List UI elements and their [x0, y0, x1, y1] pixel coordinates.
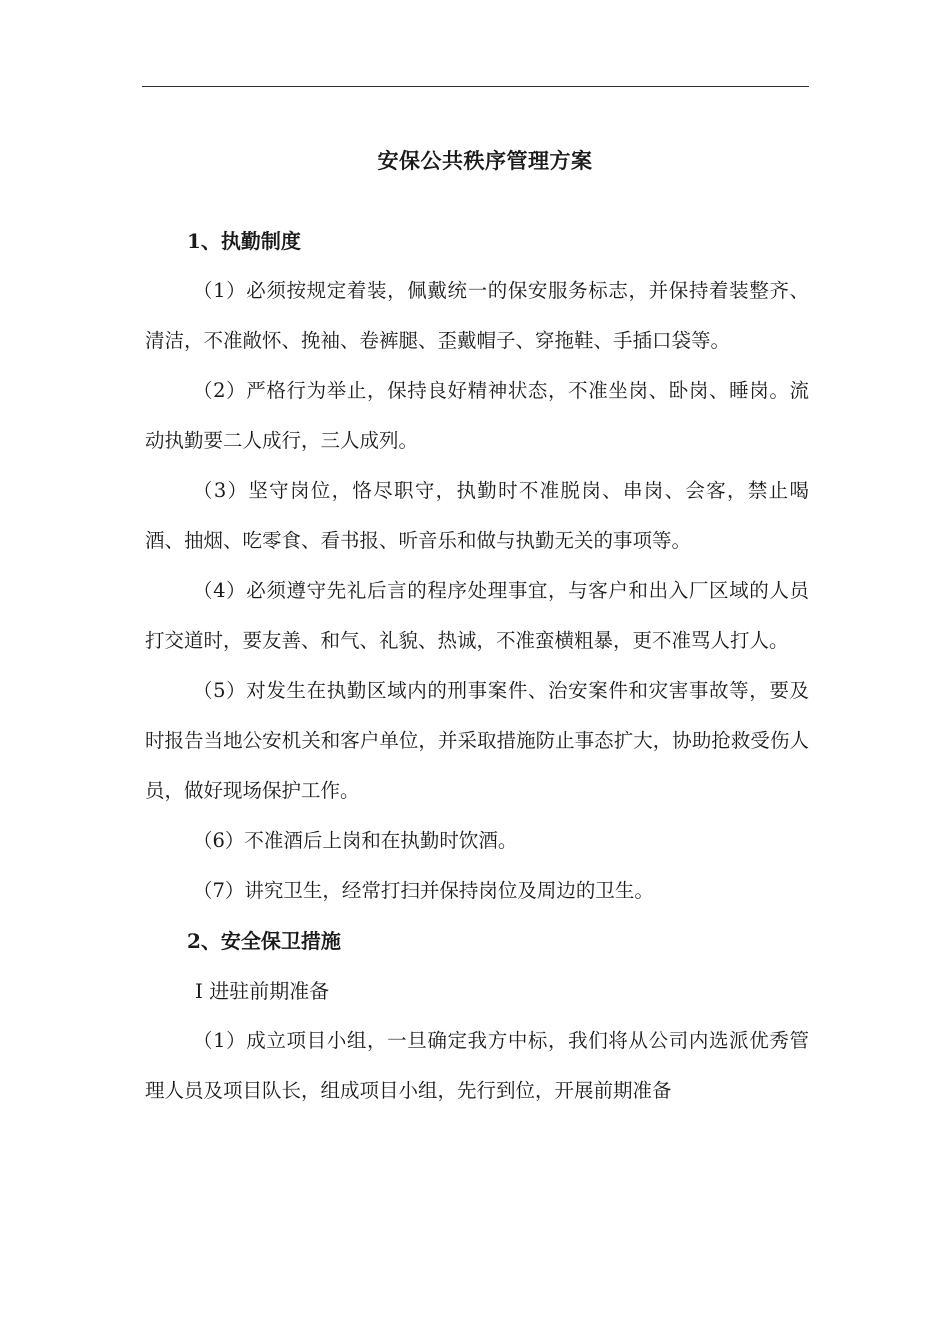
header-rule: [142, 86, 809, 87]
document-title: 安保公共秩序管理方案: [377, 148, 593, 173]
paragraph-rule-3: （3）坚守岗位，恪尽职守，执勤时不准脱岗、串岗、会客，禁止喝酒、抽烟、吃零食、看书报、听音乐和做与执勤无关的事项等。: [145, 479, 809, 552]
section-heading-duty-rules: 1、执勤制度: [187, 229, 301, 253]
paragraph-rule-2: （2）严格行为举止，保持良好精神状态，不准坐岗、卧岗、睡岗。流动执勤要二人成行，三人成列。: [145, 379, 809, 452]
paragraph-rule-1: （1）必须按规定着装，佩戴统一的保安服务标志，并保持着装整齐、清洁，不准敞怀、挽袖、卷裤腿、歪戴帽子、穿拖鞋、手插口袋等。: [145, 279, 809, 352]
paragraph-rule-6: （6）不准酒后上岗和在执勤时饮酒。: [193, 829, 518, 852]
paragraph-measure-1: （1）成立项目小组，一旦确定我方中标，我们将从公司内选派优秀管理人员及项目队长，组成项目小组，先行到位，开展前期准备: [145, 1029, 809, 1102]
paragraph-rule-4: （4）必须遵守先礼后言的程序处理事宜，与客户和出入厂区域的人员打交道时，要友善、和气、礼貌、热诚，不准蛮横粗暴，更不准骂人打人。: [145, 579, 809, 652]
subheading-pre-entry-preparation: Ⅰ 进驻前期准备: [195, 979, 330, 1003]
paragraph-rule-5: （5）对发生在执勤区域内的刑事案件、治安案件和灾害事故等，要及时报告当地公安机关和客户单位，并采取措施防止事态扩大，协助抢救受伤人员，做好现场保护工作。: [145, 679, 809, 802]
section-heading-security-measures: 2、安全保卫措施: [187, 929, 341, 953]
paragraph-rule-7: （7）讲究卫生，经常打扫并保持岗位及周边的卫生。: [193, 879, 654, 902]
document-body: [145, 216, 809, 1116]
